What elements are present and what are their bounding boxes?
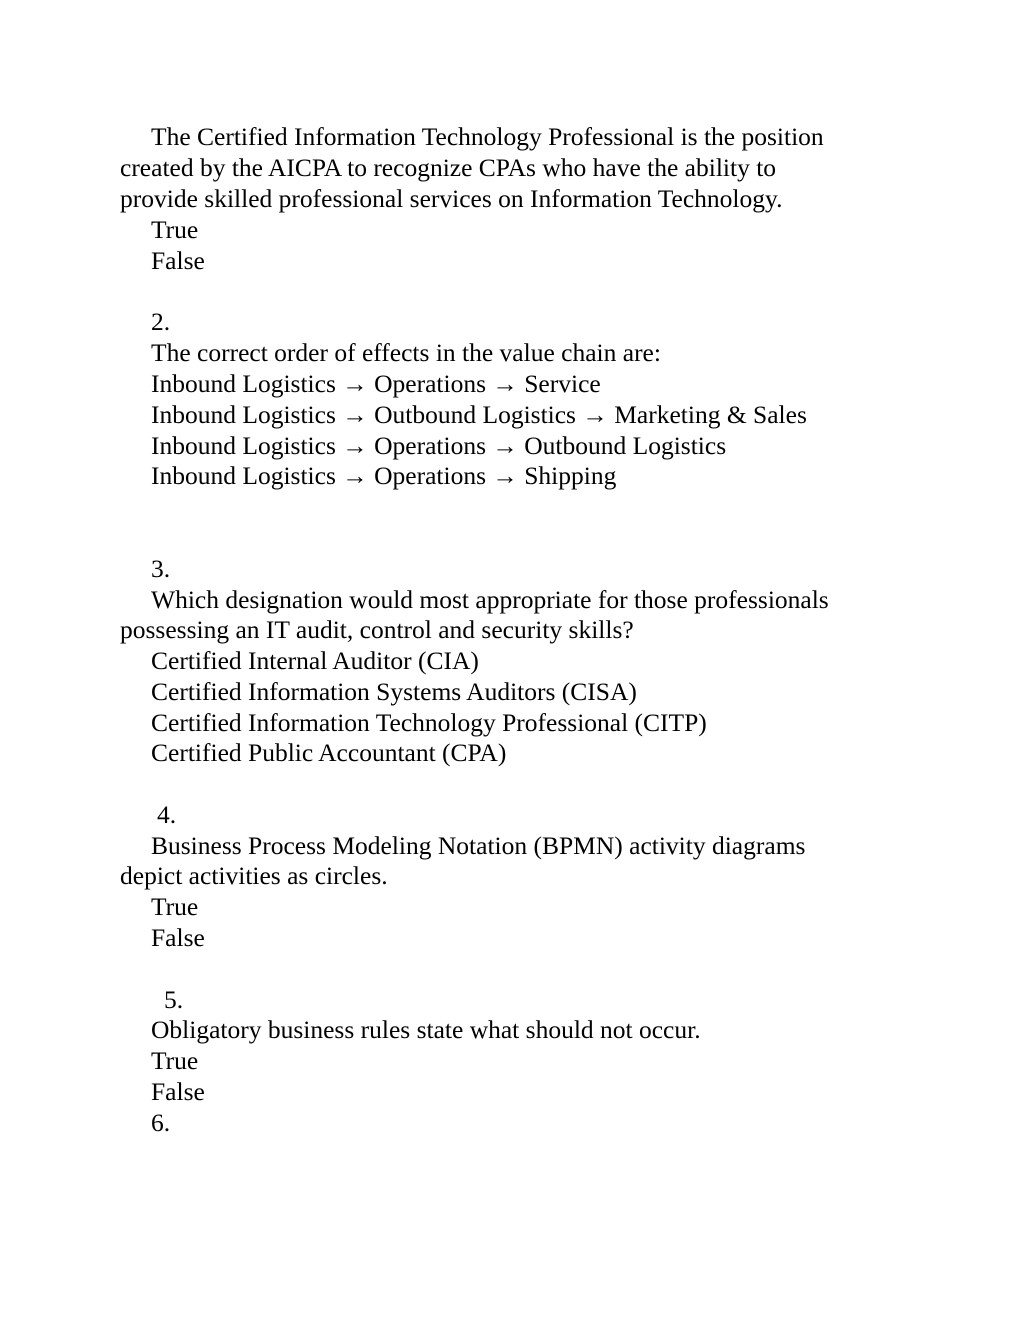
question-3-text-line-2: possessing an IT audit, control and security skills? [120,615,634,644]
question-2-option-c[interactable]: Inbound Logistics → Operations → Outbound Logistics [151,431,727,460]
question-3-text-line-1: Which designation would most appropriate for those professionals [151,585,829,614]
question-1-text-line-3: provide skilled professional services on Information Technology. [120,184,783,213]
question-1-text-line-1: The Certified Information Technology Professional is the position [151,122,824,151]
question-4-option-true[interactable]: True [151,892,199,921]
question-5-option-true[interactable]: True [151,1046,199,1075]
question-3-option-a[interactable]: Certified Internal Auditor (CIA) [151,646,479,675]
question-2-option-d[interactable]: Inbound Logistics → Operations → Shipping [151,461,617,490]
question-3-number: 3. [151,554,171,583]
question-4-number: 4. [157,800,177,829]
question-3-option-d[interactable]: Certified Public Accountant (CPA) [151,738,507,767]
question-2-option-b[interactable]: Inbound Logistics → Outbound Logistics → Marketing & Sales [151,400,807,429]
question-4-option-false[interactable]: False [151,923,205,952]
question-1-option-true[interactable]: True [151,215,199,244]
question-5-text-line-1: Obligatory business rules state what should not occur. [151,1015,701,1044]
question-2-number: 2. [151,307,171,336]
question-2-text-line-1: The correct order of effects in the value chain are: [151,338,661,367]
question-3-option-c[interactable]: Certified Information Technology Professional (CITP) [151,708,707,737]
question-1-text-line-2: created by the AICPA to recognize CPAs who have the ability to [120,153,777,182]
question-6-number: 6. [151,1108,171,1137]
question-3-option-b[interactable]: Certified Information Systems Auditors (CISA) [151,677,637,706]
question-5-option-false[interactable]: False [151,1077,205,1106]
question-1-option-false[interactable]: False [151,246,205,275]
question-5-number: 5. [164,985,184,1014]
question-4-text-line-2: depict activities as circles. [120,861,388,890]
question-2-option-a[interactable]: Inbound Logistics → Operations → Service [151,369,601,398]
question-4-text-line-1: Business Process Modeling Notation (BPMN) activity diagrams [151,831,806,860]
